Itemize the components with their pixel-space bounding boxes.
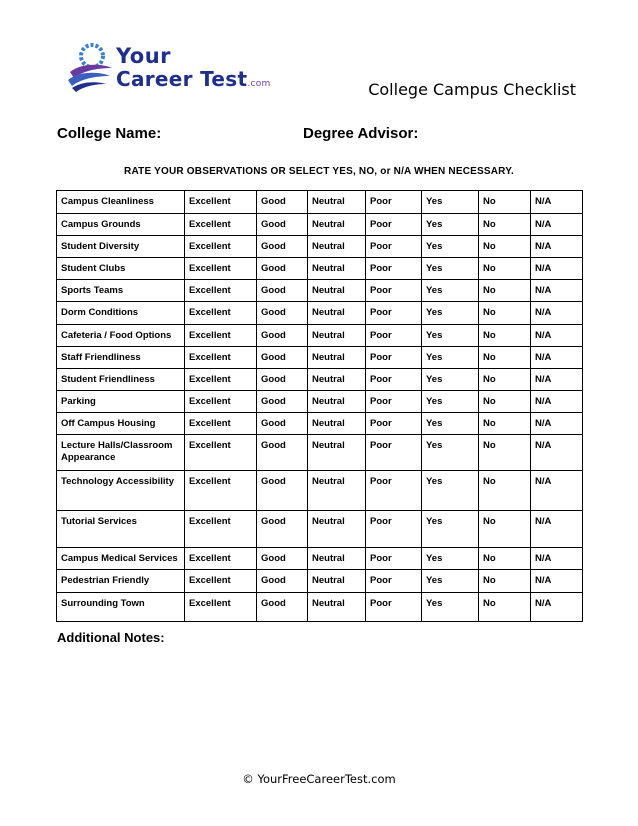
option-poor[interactable]: Poor <box>366 191 422 214</box>
option-na[interactable]: N/A <box>531 302 583 325</box>
option-poor[interactable]: Poor <box>366 548 422 570</box>
option-neutral[interactable]: Neutral <box>308 471 366 511</box>
option-poor[interactable]: Poor <box>366 570 422 593</box>
option-neutral[interactable]: Neutral <box>308 236 366 258</box>
option-neutral[interactable]: Neutral <box>308 280 366 302</box>
row-label: Student Friendliness <box>57 369 185 391</box>
row-label: Student Clubs <box>57 258 185 280</box>
option-good[interactable]: Good <box>257 258 308 280</box>
option-good[interactable]: Good <box>257 214 308 236</box>
option-neutral[interactable]: Neutral <box>308 391 366 413</box>
option-neutral[interactable]: Neutral <box>308 347 366 369</box>
row-label: Campus Medical Services <box>57 548 185 570</box>
option-no[interactable]: No <box>479 258 531 280</box>
option-good[interactable]: Good <box>257 369 308 391</box>
option-good[interactable]: Good <box>257 548 308 570</box>
option-excellent[interactable]: Excellent <box>185 548 257 570</box>
option-na[interactable]: N/A <box>531 435 583 471</box>
option-good[interactable]: Good <box>257 593 308 622</box>
option-neutral[interactable]: Neutral <box>308 570 366 593</box>
option-na[interactable]: N/A <box>531 325 583 347</box>
option-neutral[interactable]: Neutral <box>308 548 366 570</box>
option-na[interactable]: N/A <box>531 191 583 214</box>
option-excellent[interactable]: Excellent <box>185 593 257 622</box>
option-no[interactable]: No <box>479 236 531 258</box>
option-yes[interactable]: Yes <box>422 413 479 435</box>
logo-text-your: Your <box>116 44 172 68</box>
option-na[interactable]: N/A <box>531 280 583 302</box>
row-label: Off Campus Housing <box>57 413 185 435</box>
table-row <box>57 191 583 214</box>
table-row <box>57 471 583 511</box>
option-yes[interactable]: Yes <box>422 391 479 413</box>
logo-text-career-main: Career Test <box>116 67 248 91</box>
option-excellent[interactable]: Excellent <box>185 511 257 548</box>
logo-text-career-test <box>116 67 271 91</box>
row-label: Dorm Conditions <box>57 302 185 325</box>
option-excellent[interactable]: Excellent <box>185 191 257 214</box>
option-good[interactable]: Good <box>257 325 308 347</box>
row-label: Campus Cleanliness <box>57 191 185 214</box>
option-poor[interactable]: Poor <box>366 593 422 622</box>
option-poor[interactable]: Poor <box>366 236 422 258</box>
option-excellent[interactable]: Excellent <box>185 325 257 347</box>
table-row <box>57 391 583 413</box>
option-no[interactable]: No <box>479 191 531 214</box>
option-good[interactable]: Good <box>257 191 308 214</box>
option-no[interactable]: No <box>479 391 531 413</box>
table-row <box>57 570 583 593</box>
option-poor[interactable]: Poor <box>366 258 422 280</box>
row-label: Lecture Halls/Classroom Appearance <box>57 435 185 471</box>
option-poor[interactable]: Poor <box>366 214 422 236</box>
option-neutral[interactable]: Neutral <box>308 413 366 435</box>
row-label: Tutorial Services <box>57 511 185 548</box>
option-no[interactable]: No <box>479 593 531 622</box>
footer-copyright: © YourFreeCareerTest.com <box>242 772 396 786</box>
option-no[interactable]: No <box>479 413 531 435</box>
option-yes[interactable]: Yes <box>422 258 479 280</box>
table-row <box>57 214 583 236</box>
option-no[interactable]: No <box>479 347 531 369</box>
option-poor[interactable]: Poor <box>366 391 422 413</box>
table-row <box>57 435 583 471</box>
option-na[interactable]: N/A <box>531 413 583 435</box>
checklist-table <box>56 190 583 622</box>
option-neutral[interactable]: Neutral <box>308 369 366 391</box>
row-label: Campus Grounds <box>57 214 185 236</box>
option-yes[interactable]: Yes <box>422 435 479 471</box>
table-row <box>57 413 583 435</box>
option-neutral[interactable]: Neutral <box>308 214 366 236</box>
option-excellent[interactable]: Excellent <box>185 280 257 302</box>
option-poor[interactable]: Poor <box>366 511 422 548</box>
option-na[interactable]: N/A <box>531 471 583 511</box>
option-good[interactable]: Good <box>257 280 308 302</box>
option-neutral[interactable]: Neutral <box>308 325 366 347</box>
table-row <box>57 593 583 622</box>
option-no[interactable]: No <box>479 570 531 593</box>
option-poor[interactable]: Poor <box>366 347 422 369</box>
option-good[interactable]: Good <box>257 391 308 413</box>
option-yes[interactable]: Yes <box>422 280 479 302</box>
option-excellent[interactable]: Excellent <box>185 471 257 511</box>
option-na[interactable]: N/A <box>531 391 583 413</box>
option-poor[interactable]: Poor <box>366 302 422 325</box>
option-excellent[interactable]: Excellent <box>185 258 257 280</box>
option-good[interactable]: Good <box>257 347 308 369</box>
option-excellent[interactable]: Excellent <box>185 391 257 413</box>
option-neutral[interactable]: Neutral <box>308 593 366 622</box>
table-row <box>57 548 583 570</box>
row-label: Technology Accessibility <box>57 471 185 511</box>
option-good[interactable]: Good <box>257 435 308 471</box>
option-excellent[interactable]: Excellent <box>185 413 257 435</box>
additional-notes-label: Additional Notes: <box>57 630 165 645</box>
option-no[interactable]: No <box>479 471 531 511</box>
instructions: RATE YOUR OBSERVATIONS OR SELECT YES, NO, or N/A WHEN NECESSARY. <box>124 166 514 177</box>
option-yes[interactable]: Yes <box>422 236 479 258</box>
row-label: Sports Teams <box>57 280 185 302</box>
table-row <box>57 236 583 258</box>
option-na[interactable]: N/A <box>531 236 583 258</box>
option-yes[interactable]: Yes <box>422 302 479 325</box>
option-excellent[interactable]: Excellent <box>185 369 257 391</box>
option-yes[interactable]: Yes <box>422 570 479 593</box>
table-row <box>57 258 583 280</box>
option-no[interactable]: No <box>479 302 531 325</box>
option-excellent[interactable]: Excellent <box>185 302 257 325</box>
logo-text-dotcom: .com <box>247 79 271 89</box>
option-good[interactable]: Good <box>257 236 308 258</box>
option-no[interactable]: No <box>479 435 531 471</box>
row-label: Pedestrian Friendly <box>57 570 185 593</box>
option-good[interactable]: Good <box>257 302 308 325</box>
table-row <box>57 347 583 369</box>
option-poor[interactable]: Poor <box>366 325 422 347</box>
option-yes[interactable]: Yes <box>422 593 479 622</box>
option-na[interactable]: N/A <box>531 593 583 622</box>
table-row <box>57 325 583 347</box>
option-neutral[interactable]: Neutral <box>308 258 366 280</box>
option-yes[interactable]: Yes <box>422 325 479 347</box>
option-yes[interactable]: Yes <box>422 347 479 369</box>
option-good[interactable]: Good <box>257 471 308 511</box>
option-yes[interactable]: Yes <box>422 369 479 391</box>
logo-emblem-icon <box>64 38 124 98</box>
table-row <box>57 369 583 391</box>
row-label: Cafeteria / Food Options <box>57 325 185 347</box>
row-label: Student Diversity <box>57 236 185 258</box>
option-na[interactable]: N/A <box>531 258 583 280</box>
option-neutral[interactable]: Neutral <box>308 191 366 214</box>
option-na[interactable]: N/A <box>531 347 583 369</box>
option-neutral[interactable]: Neutral <box>308 302 366 325</box>
option-yes[interactable]: Yes <box>422 214 479 236</box>
option-na[interactable]: N/A <box>531 511 583 548</box>
row-label: Parking <box>57 391 185 413</box>
option-yes[interactable]: Yes <box>422 191 479 214</box>
row-label: Staff Friendliness <box>57 347 185 369</box>
option-no[interactable]: No <box>479 511 531 548</box>
option-poor[interactable]: Poor <box>366 413 422 435</box>
logo <box>64 38 271 98</box>
option-poor[interactable]: Poor <box>366 471 422 511</box>
document-title: College Campus Checklist <box>368 80 576 99</box>
degree-advisor-label: Degree Advisor: <box>303 125 419 142</box>
option-excellent[interactable]: Excellent <box>185 347 257 369</box>
option-no[interactable]: No <box>479 280 531 302</box>
table-row <box>57 280 583 302</box>
option-poor[interactable]: Poor <box>366 280 422 302</box>
option-no[interactable]: No <box>479 214 531 236</box>
table-row <box>57 302 583 325</box>
option-neutral[interactable]: Neutral <box>308 435 366 471</box>
option-yes[interactable]: Yes <box>422 471 479 511</box>
option-excellent[interactable]: Excellent <box>185 435 257 471</box>
option-good[interactable]: Good <box>257 413 308 435</box>
option-good[interactable]: Good <box>257 511 308 548</box>
table-row <box>57 511 583 548</box>
option-yes[interactable]: Yes <box>422 548 479 570</box>
option-no[interactable]: No <box>479 369 531 391</box>
option-yes[interactable]: Yes <box>422 511 479 548</box>
option-poor[interactable]: Poor <box>366 369 422 391</box>
option-excellent[interactable]: Excellent <box>185 236 257 258</box>
college-name-label: College Name: <box>57 125 162 142</box>
option-na[interactable]: N/A <box>531 214 583 236</box>
row-label: Surrounding Town <box>57 593 185 622</box>
option-na[interactable]: N/A <box>531 548 583 570</box>
option-excellent[interactable]: Excellent <box>185 570 257 593</box>
option-poor[interactable]: Poor <box>366 435 422 471</box>
option-good[interactable]: Good <box>257 570 308 593</box>
option-na[interactable]: N/A <box>531 570 583 593</box>
option-neutral[interactable]: Neutral <box>308 511 366 548</box>
option-no[interactable]: No <box>479 548 531 570</box>
option-na[interactable]: N/A <box>531 369 583 391</box>
option-excellent[interactable]: Excellent <box>185 214 257 236</box>
option-no[interactable]: No <box>479 325 531 347</box>
